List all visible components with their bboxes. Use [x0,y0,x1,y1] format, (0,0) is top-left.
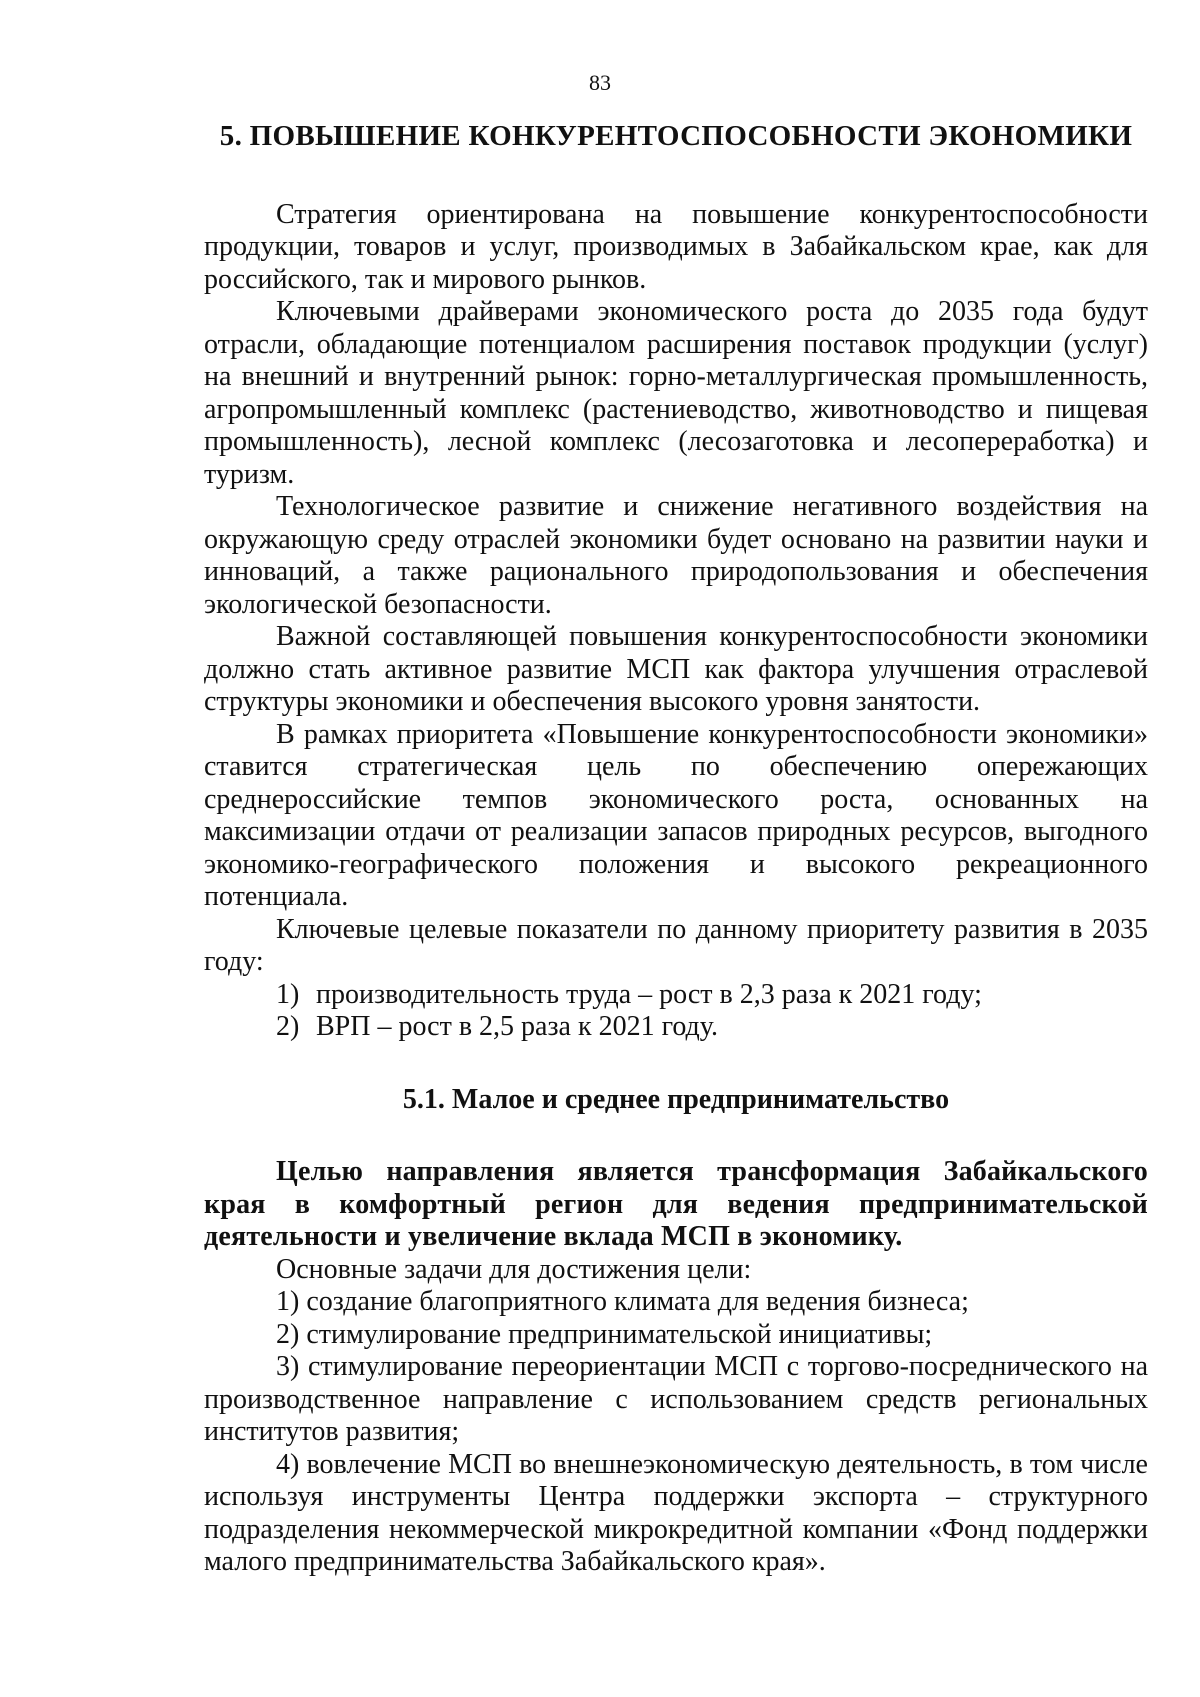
page-content [204,120,1148,1579]
indicator-text: производительность труда – рост в 2,3 раза к 2021 году; [316,978,982,1010]
task-item: 2) стимулирование предпринимательской инициативы; [276,1318,933,1350]
paragraph: В рамках приоритета «Повышение конкурентоспособности экономики» ставится стратегическая цель по обеспечению опережающих среднероссийские темпов экономического роста, основанных на максимизации отдачи от реализации запасов природных ресурсов, выгодного экономико-географического положения и высокого рекреационного потенциала. [204,718,1148,912]
page-number: 83 [589,70,611,95]
indicator-number: 2) [276,1011,300,1042]
task-item: 4) вовлечение МСП во внешнеэкономическую деятельность, в том числе используя инструменты Центра поддержки экспорта – структурного подразделения некоммерческой микрокредитной компании «Фонд поддержки малого предпринимательства Забайкальского края». [204,1448,1148,1577]
paragraph: Технологическое развитие и снижение негативного воздействия на окружающую среду отраслей экономики будет основано на развитии науки и инноваций, а также рационального природопользования и обеспечения экологической безопасности. [204,491,1148,620]
tasks-intro: Основные задачи для достижения цели: [276,1253,752,1285]
paragraph: Ключевыми драйверами экономического роста до 2035 года будут отрасли, обладающие потенциалом расширения поставок продукции (услуг) на внешний и внутренний рынок: горно-металлургическая промышленность, агропромышленный комплекс (растениеводство, животноводство и пищевая промышленность), лесной комплекс (лесозаготовка и лесопереработка) и туризм. [204,296,1148,490]
paragraph: Важной составляющей повышения конкурентоспособности экономики должно стать активное развитие МСП как фактора улучшения отраслевой структуры экономики и обеспечения высокого уровня занятости. [204,621,1148,717]
task-item: 3) стимулирование переориентации МСП с торгово-посреднического на производственное направление с использованием средств региональных институтов развития; [204,1351,1148,1447]
section-title: 5.1. Малое и среднее предпринимательство [402,1083,950,1115]
indicator-number: 1) [276,978,300,1010]
indicator-text: ВРП – рост в 2,5 раза к 2021 году. [316,1011,718,1042]
indicator-item [204,979,1148,1012]
goal-statement: Целью направления является трансформация Забайкальского края в комфортный регион для ведения предпринимательской деятельности и увеличение вклада МСП в экономику. [204,1156,1148,1252]
chapter-title: 5. ПОВЫШЕНИЕ КОНКУРЕНТОСПОСОБНОСТИ ЭКОНОМИКИ [219,120,1133,152]
paragraph: Стратегия ориентирована на повышение конкурентоспособности продукции, товаров и услуг, производимых в Забайкальском крае, как для российского, так и мирового рынков. [204,198,1148,295]
task-item: 1) создание благоприятного климата для ведения бизнеса; [276,1286,969,1317]
indicator-item [204,1011,1148,1044]
paragraph: Ключевые целевые показатели по данному приоритету развития в 2035 году: [204,913,1148,977]
